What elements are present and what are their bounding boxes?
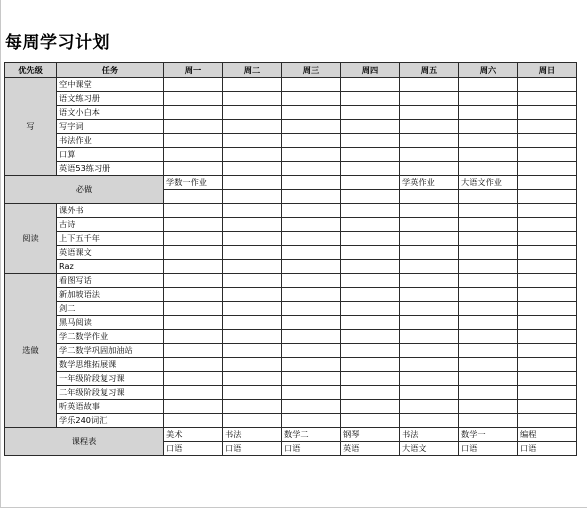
must-cell: [164, 190, 223, 204]
must-cell: [459, 190, 518, 204]
day-cell: [459, 218, 518, 232]
write-task: 语文练习册: [57, 92, 164, 106]
day-cell: [223, 246, 282, 260]
day-cell: [341, 78, 400, 92]
day-cell: [223, 386, 282, 400]
header-day-sun: 周日: [518, 63, 577, 78]
day-cell: [164, 162, 223, 176]
optional-row: [5, 344, 577, 358]
day-cell: [223, 400, 282, 414]
day-cell: [341, 302, 400, 316]
day-cell: [518, 302, 577, 316]
schedule-cell: 口语: [459, 442, 518, 456]
day-cell: [223, 288, 282, 302]
must-cell: [341, 176, 400, 190]
day-cell: [459, 78, 518, 92]
day-cell: [341, 120, 400, 134]
day-cell: [164, 358, 223, 372]
day-cell: [223, 274, 282, 288]
day-cell: [341, 358, 400, 372]
must-cell: 学数一作业: [164, 176, 223, 190]
day-cell: [400, 400, 459, 414]
schedule-cell: 数学一: [459, 428, 518, 442]
day-cell: [341, 232, 400, 246]
day-cell: [341, 260, 400, 274]
day-cell: [400, 260, 459, 274]
day-cell: [400, 372, 459, 386]
optional-task: 剑二: [57, 302, 164, 316]
day-cell: [282, 400, 341, 414]
day-cell: [341, 288, 400, 302]
schedule-row: [5, 428, 577, 442]
optional-task: 二年级阶段复习课: [57, 386, 164, 400]
read-task: 英语课文: [57, 246, 164, 260]
day-cell: [223, 218, 282, 232]
read-row: [5, 260, 577, 274]
day-cell: [341, 246, 400, 260]
read-row: [5, 204, 577, 218]
write-task: 写字词: [57, 120, 164, 134]
day-cell: [400, 414, 459, 428]
day-cell: [164, 330, 223, 344]
day-cell: [282, 260, 341, 274]
header-day-wed: 周三: [282, 63, 341, 78]
schedule-cell: 大语文: [400, 442, 459, 456]
day-cell: [223, 92, 282, 106]
schedule-cell: 美术: [164, 428, 223, 442]
day-cell: [223, 344, 282, 358]
day-cell: [518, 386, 577, 400]
day-cell: [518, 344, 577, 358]
day-cell: [341, 218, 400, 232]
optional-task: 新加坡语法: [57, 288, 164, 302]
read-task: 上下五千年: [57, 232, 164, 246]
day-cell: [518, 120, 577, 134]
day-cell: [282, 302, 341, 316]
write-row: [5, 92, 577, 106]
schedule-cell: 口语: [223, 442, 282, 456]
optional-row: [5, 358, 577, 372]
day-cell: [282, 246, 341, 260]
optional-task: 学二数学巩固加油站: [57, 344, 164, 358]
day-cell: [164, 78, 223, 92]
day-cell: [341, 414, 400, 428]
must-cell: [282, 176, 341, 190]
day-cell: [341, 330, 400, 344]
read-task: 古诗: [57, 218, 164, 232]
day-cell: [223, 148, 282, 162]
optional-task: 听英语故事: [57, 400, 164, 414]
day-cell: [459, 232, 518, 246]
write-row: [5, 106, 577, 120]
day-cell: [164, 106, 223, 120]
day-cell: [459, 274, 518, 288]
day-cell: [459, 148, 518, 162]
day-cell: [282, 288, 341, 302]
day-cell: [518, 316, 577, 330]
day-cell: [518, 92, 577, 106]
must-cell: [400, 190, 459, 204]
day-cell: [459, 302, 518, 316]
day-cell: [400, 218, 459, 232]
day-cell: [518, 414, 577, 428]
day-cell: [223, 372, 282, 386]
read-row: [5, 246, 577, 260]
day-cell: [282, 372, 341, 386]
day-cell: [341, 316, 400, 330]
day-cell: [459, 106, 518, 120]
day-cell: [341, 162, 400, 176]
day-cell: [164, 316, 223, 330]
day-cell: [223, 120, 282, 134]
day-cell: [459, 288, 518, 302]
day-cell: [164, 232, 223, 246]
page-title: 每周学习计划: [5, 33, 110, 53]
day-cell: [282, 204, 341, 218]
day-cell: [459, 162, 518, 176]
day-cell: [459, 386, 518, 400]
optional-task: 数学思维拓展课: [57, 358, 164, 372]
day-cell: [341, 134, 400, 148]
schedule-cell: 口语: [518, 442, 577, 456]
header-day-tue: 周二: [223, 63, 282, 78]
day-cell: [282, 344, 341, 358]
day-cell: [459, 246, 518, 260]
day-cell: [400, 92, 459, 106]
optional-row: [5, 330, 577, 344]
day-cell: [223, 106, 282, 120]
day-cell: [223, 316, 282, 330]
schedule-cell: 数学二: [282, 428, 341, 442]
day-cell: [518, 274, 577, 288]
day-cell: [518, 330, 577, 344]
schedule-label: 课程表: [5, 428, 164, 456]
optional-row: [5, 414, 577, 428]
day-cell: [341, 148, 400, 162]
day-cell: [518, 162, 577, 176]
day-cell: [400, 120, 459, 134]
weekly-plan-table: [4, 62, 577, 456]
must-cell: 大语文作业: [459, 176, 518, 190]
optional-label: 选做: [5, 274, 57, 428]
optional-task: 看图写话: [57, 274, 164, 288]
day-cell: [518, 218, 577, 232]
header-day-thu: 周四: [341, 63, 400, 78]
day-cell: [400, 288, 459, 302]
day-cell: [400, 232, 459, 246]
optional-row: [5, 386, 577, 400]
day-cell: [164, 302, 223, 316]
write-row: [5, 148, 577, 162]
day-cell: [518, 148, 577, 162]
must-cell: [223, 176, 282, 190]
day-cell: [459, 400, 518, 414]
day-cell: [164, 274, 223, 288]
day-cell: [459, 414, 518, 428]
day-cell: [518, 232, 577, 246]
day-cell: [341, 204, 400, 218]
schedule-cell: 书法: [400, 428, 459, 442]
day-cell: [459, 204, 518, 218]
day-cell: [518, 204, 577, 218]
day-cell: [164, 246, 223, 260]
optional-row: [5, 288, 577, 302]
day-cell: [223, 330, 282, 344]
must-label: 必做: [5, 176, 164, 204]
read-task: Raz: [57, 260, 164, 274]
read-row: [5, 218, 577, 232]
day-cell: [223, 232, 282, 246]
day-cell: [164, 386, 223, 400]
schedule-cell: 编程: [518, 428, 577, 442]
day-cell: [164, 260, 223, 274]
schedule-cell: 钢琴: [341, 428, 400, 442]
day-cell: [400, 316, 459, 330]
day-cell: [459, 358, 518, 372]
day-cell: [400, 106, 459, 120]
day-cell: [164, 148, 223, 162]
read-task: 课外书: [57, 204, 164, 218]
day-cell: [400, 134, 459, 148]
header-task: 任务: [57, 63, 164, 78]
day-cell: [164, 372, 223, 386]
day-cell: [518, 246, 577, 260]
day-cell: [459, 344, 518, 358]
day-cell: [282, 106, 341, 120]
day-cell: [282, 316, 341, 330]
read-label: 阅读: [5, 204, 57, 274]
day-cell: [459, 92, 518, 106]
day-cell: [459, 260, 518, 274]
write-row: [5, 78, 577, 92]
day-cell: [459, 330, 518, 344]
must-cell: 学英作业: [400, 176, 459, 190]
must-row: [5, 176, 577, 190]
write-task: 口算: [57, 148, 164, 162]
must-cell: [341, 190, 400, 204]
day-cell: [282, 232, 341, 246]
day-cell: [282, 148, 341, 162]
write-task: 英语53练习册: [57, 162, 164, 176]
day-cell: [518, 372, 577, 386]
day-cell: [459, 316, 518, 330]
day-cell: [400, 148, 459, 162]
day-cell: [341, 386, 400, 400]
optional-task: 黑马阅读: [57, 316, 164, 330]
day-cell: [341, 372, 400, 386]
header-row: [5, 63, 577, 78]
optional-row: [5, 302, 577, 316]
day-cell: [164, 134, 223, 148]
day-cell: [400, 274, 459, 288]
day-cell: [400, 358, 459, 372]
write-row: [5, 134, 577, 148]
optional-row: [5, 274, 577, 288]
day-cell: [223, 302, 282, 316]
write-task: 空中课堂: [57, 78, 164, 92]
day-cell: [400, 204, 459, 218]
must-cell: [223, 190, 282, 204]
day-cell: [459, 120, 518, 134]
day-cell: [223, 260, 282, 274]
day-cell: [282, 414, 341, 428]
day-cell: [282, 358, 341, 372]
day-cell: [459, 372, 518, 386]
day-cell: [341, 400, 400, 414]
day-cell: [282, 134, 341, 148]
day-cell: [164, 120, 223, 134]
day-cell: [341, 344, 400, 358]
plan-body: [5, 78, 577, 456]
day-cell: [164, 204, 223, 218]
day-cell: [341, 106, 400, 120]
day-cell: [518, 78, 577, 92]
must-cell: [282, 190, 341, 204]
day-cell: [518, 288, 577, 302]
day-cell: [164, 344, 223, 358]
day-cell: [282, 120, 341, 134]
day-cell: [223, 204, 282, 218]
day-cell: [223, 162, 282, 176]
day-cell: [400, 330, 459, 344]
day-cell: [459, 134, 518, 148]
day-cell: [282, 386, 341, 400]
day-cell: [400, 302, 459, 316]
write-label: 写: [5, 78, 57, 176]
optional-row: [5, 316, 577, 330]
header-day-fri: 周五: [400, 63, 459, 78]
day-cell: [164, 288, 223, 302]
day-cell: [223, 78, 282, 92]
day-cell: [400, 386, 459, 400]
day-cell: [223, 414, 282, 428]
day-cell: [518, 260, 577, 274]
schedule-cell: 口语: [164, 442, 223, 456]
day-cell: [282, 218, 341, 232]
schedule-cell: 口语: [282, 442, 341, 456]
day-cell: [223, 358, 282, 372]
read-row: [5, 232, 577, 246]
optional-task: 学二数学作业: [57, 330, 164, 344]
schedule-cell: 书法: [223, 428, 282, 442]
day-cell: [282, 92, 341, 106]
optional-task: 一年级阶段复习课: [57, 372, 164, 386]
day-cell: [400, 162, 459, 176]
header-day-sat: 周六: [459, 63, 518, 78]
optional-task: 学乐240词汇: [57, 414, 164, 428]
day-cell: [518, 106, 577, 120]
day-cell: [164, 414, 223, 428]
day-cell: [341, 274, 400, 288]
write-row: [5, 162, 577, 176]
write-task: 语文小白本: [57, 106, 164, 120]
day-cell: [282, 162, 341, 176]
day-cell: [164, 92, 223, 106]
day-cell: [223, 134, 282, 148]
day-cell: [282, 274, 341, 288]
must-cell: [518, 176, 577, 190]
header-day-mon: 周一: [164, 63, 223, 78]
day-cell: [400, 344, 459, 358]
optional-row: [5, 372, 577, 386]
day-cell: [282, 78, 341, 92]
day-cell: [400, 78, 459, 92]
write-task: 书法作业: [57, 134, 164, 148]
day-cell: [164, 400, 223, 414]
must-cell: [518, 190, 577, 204]
day-cell: [164, 218, 223, 232]
day-cell: [341, 92, 400, 106]
day-cell: [518, 134, 577, 148]
write-row: [5, 120, 577, 134]
day-cell: [282, 330, 341, 344]
optional-row: [5, 400, 577, 414]
header-priority: 优先级: [5, 63, 57, 78]
schedule-cell: 英语: [341, 442, 400, 456]
day-cell: [400, 246, 459, 260]
day-cell: [518, 358, 577, 372]
day-cell: [518, 400, 577, 414]
